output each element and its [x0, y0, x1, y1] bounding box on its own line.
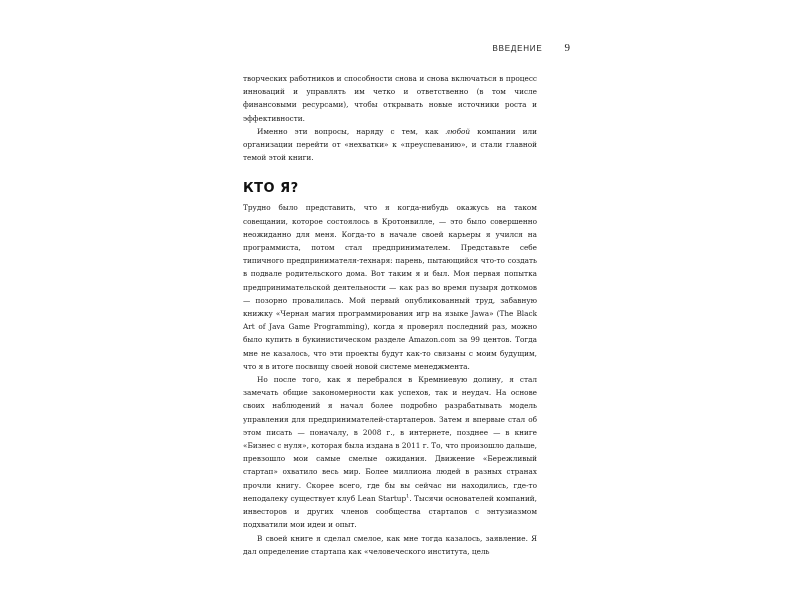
intro-paragraph-2 [243, 125, 537, 165]
section-paragraph-1: Трудно было представить, что я когда-нибудь окажусь на таком совещании, которое состоялось в Кротонвилле, — это было совершенно неожиданно для меня. Когда-то в начале своей карьеры я учился на программиста, потом стал предпринимателем. Представьте себе типичного предпринимателя-технаря: парень, пытающийся что-то создать в подвале родительского дома. Вот таким я и был. Моя первая попытка предпринимательской деятельности — как раз во время пузыря доткомов — позорно провалилась. Мой первый опубликованный труд, забавную книжку «Черная магия программирования игр на языке Jawa» (The Black Art of Java Game Programming), когда я проверял последний раз, можно было купить в букинистическом разделе Amazon.com за 99 центов. Тогда мне не казалось, что эти проекты будут как-то связаны с моим будущим, что я в итоге посвящу своей новой системе менеджмента. [243, 203, 537, 371]
footnote-marker: 1 [406, 493, 410, 500]
intro-paragraph-2-start: Именно эти вопросы, наряду с тем, как [257, 126, 446, 136]
running-head [440, 42, 570, 54]
section-paragraph-3: В своей книге я сделал смелое, как мне тогда казалось, заявление. Я дал определение стартапа как «человеческого института, цель [243, 533, 537, 556]
running-title: ВВЕДЕНИЕ [492, 44, 543, 53]
intro-paragraph-2-end: компании или организации перейти от «нехватки» к «преуспеванию», и стали главной темой этой книги. [243, 126, 537, 163]
body-text [243, 72, 537, 558]
section-paragraph-2-end: . Тысячи основателей компаний, инвесторов и других членов сообщества стартапов с энтузиазмом подхватили мои идеи и опыт. [243, 493, 537, 530]
section-paragraph-2-start: Но после того, как я перебрался в Кремниевую долину, я стал замечать общие закономерности как успехов, так и неудач. На основе своих наблюдений я начал более подробно разрабатывать модель управления для предпринимателей-стартаперов. Затем я впервые стал об этом писать — поначалу, в 2008 г., в интернете, позднее — в книге «Бизнес с нуля», которая была издана в 2011 г. То, что произошло дальше, превзошло мои самые смелые ожидания. Движение «Бережливый стартап» охватило весь мир. Более миллиона людей в разных странах прочли книгу. Скорее всего, где бы вы сейчас ни находились, где-то неподалеку существует клуб Lean Startup [243, 375, 537, 503]
section-paragraph-2 [243, 373, 537, 531]
intro-paragraph-1: творческих работников и способности снова и снова включаться в процесс инноваций и управлять им четко и ответственно (в том числе финансовыми ресурсами), чтобы открывать новые источники роста и эффективности. [243, 74, 537, 123]
section-heading: КТО Я? [243, 181, 299, 197]
page-number: 9 [564, 42, 570, 54]
emphasis-word: любой [445, 126, 471, 136]
